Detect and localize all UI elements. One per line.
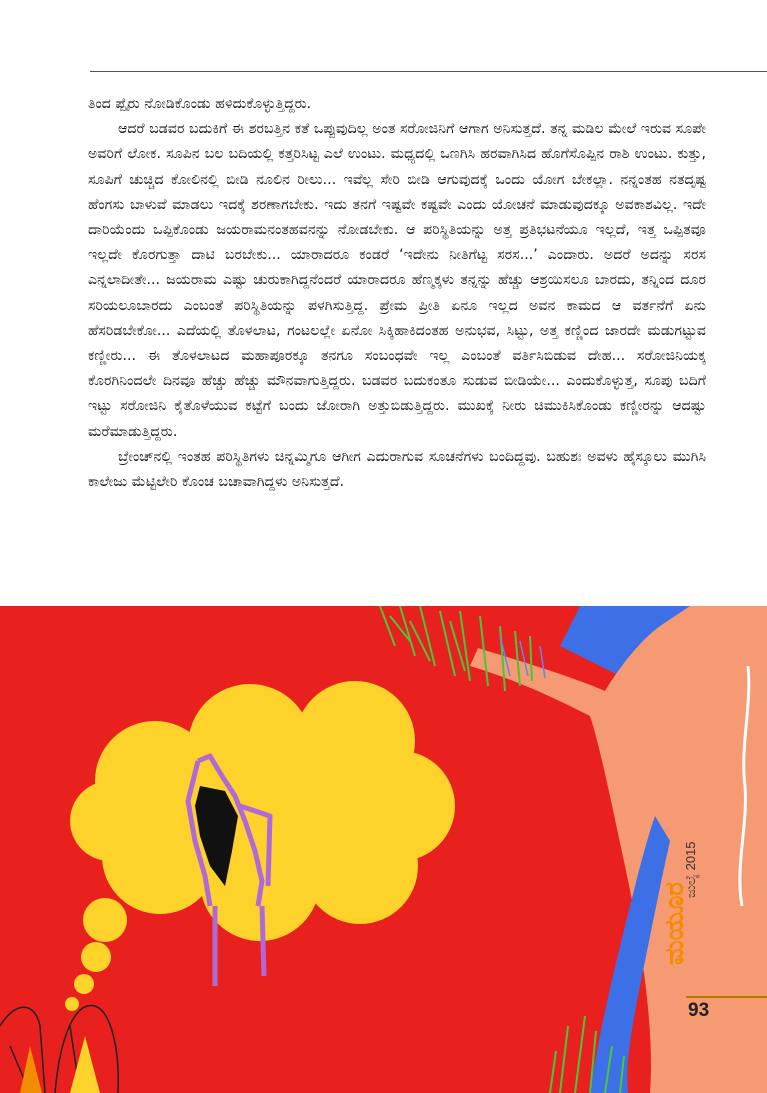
issue-date: ಜುಲೈ 2015	[683, 841, 698, 898]
magazine-name: ಮಯೂರ	[660, 882, 690, 965]
paragraph-1: ತಿಂದ ಪ್ಪೈರು ನೋಡಿಕೊಂಡು ಹಳಿದುಕೊಳ್ಳುತ್ತಿದ್ದರು.	[88, 96, 312, 112]
top-rule	[90, 71, 767, 72]
page-number-rule	[686, 996, 767, 998]
story-illustration	[0, 606, 767, 1093]
article-text	[88, 92, 706, 495]
paragraph-3: ಬ್ರೇಂಚ್‌ನಲ್ಲಿ ಇಂತಹ ಪರಿಸ್ಥಿತಿಗಳು ಚಿನ್ನಮ್ಮಿಗೂ ಆಗೀಗ ಎದುರಾಗುವ ಸೂಚನೆಗಳು ಬಂದಿದ್ದವು. ಬಹುಶಃ ಅವಳು ಹೈಸ್ಕೂಲು ಮುಗಿಸಿ ಕಾಲೇಜು ಮೆಟ್ಟಿಲೇರಿ ಕೊಂಚ ಬಚಾವಾಗಿದ್ದಳು ಅನಿಸುತ್ತದೆ.	[88, 448, 706, 491]
paragraph-2: ಆದರೆ ಬಡವರ ಬದುಕಿಗೆ ಈ ಶರಬತ್ತಿನ ಕತೆ ಒಪ್ಪುವುದಿಲ್ಲ ಅಂತ ಸರೋಜಿನಿಗೆ ಆಗಾಗ ಅನಿಸುತ್ತದೆ. ತನ್ನ ಮಡಿಲ ಮೇಲೆ ಇರುವ ಸೂಪೇ ಅವರಿಗೆ ಲೋಕ. ಸೂಪಿನ ಬಲ ಬದಿಯಲ್ಲಿ ಕತ್ತರಿಸಿಟ್ಟ ಎಲೆ ಉಂಟು. ಮಧ್ಯದಲ್ಲಿ ಒಣಗಿಸಿ ಹರವಾಗಿಸಿದ ಹೊಗೆಸೊಪ್ಪಿನ ರಾಶಿ ಉಂಟು. ಕುತ್ತು, ಸೂಪಿಗೆ ಚುಚ್ಚಿದ ಕೋಲಿನಲ್ಲಿ ಬೀಡಿ ನೂಲಿನ ರೀಲು... ಇವೆಲ್ಲ ಸೇರಿ ಬೀಡಿ ಆಗುವುದಕ್ಕೆ ಒಂದು ಯೋಗ ಬೇಕಲ್ಲಾ. ನನ್ನಂತಹ ನತದೃಷ್ಟ ಹೆಂಗಸು ಬಾಳುವೆ ಮಾಡಲು ಇದಕ್ಕೆ ಶರಣಾಗಬೇಕು. ಇದು ತನಗೆ ಇಷ್ಟವೇ ಕಷ್ಟವೇ ಎಂದು ಯೋಚನೆ ಮಾಡುವುದಕ್ಕೂ ಅವಕಾಶವಿಲ್ಲ. ಇದೇ ದಾರಿಯೆಂದು ಒಪ್ಪಿಕೊಂಡು ಜಯರಾಮನಂತಹವನನ್ನು ನೋಡಬೇಕು. ಆ ಪರಿಸ್ಥಿತಿಯನ್ನು ಅತ್ತ ಪ್ರತಿಭಟನೆಯೂ ಇಲ್ಲದೆ, ಇತ್ತ ಒಪ್ಪಿತವೂ ಇಲ್ಲದೇ ಕೊರಗುತ್ತಾ ದಾಟಿ ಬರಬೇಕು... ಯಾರಾದರೂ ಕಂಡರೆ ‘ಇದೇನು ನೀತಿಗೆಟ್ಟ ಸರಸ...’ ಎಂದಾರು. ಅದರೆ ಅದನ್ನು ಸರಸ ಎನ್ನಲಾದೀತೇ... ಜಯರಾಮ ಎಷ್ಟು ಚುರುಕಾಗಿದ್ದನೆಂದರೆ ಯಾರಾದರೂ ಹೆಣ್ಮಕ್ಕಳು ತನ್ನನ್ನು ಹೆಚ್ಚು ಆಶ್ರಯಿಸಲೂ ಬಾರದು, ತನ್ನಿಂದ ದೂರ ಸರಿಯಲೂಬಾರದು ಎಂಬಂತೆ ಪರಿಸ್ಥಿತಿಯನ್ನು ಪಳಗಿಸುತ್ತಿದ್ದ. ಪ್ರೇಮ ಪ್ರೀತಿ ಏನೂ ಇಲ್ಲದ ಅವನ ಕಾಮದ ಆ ವರ್ತನೆಗೆ ಏನು ಹೆಸರಿಡಬೇಕೋ... ಎದೆಯಲ್ಲಿ ತೊಳಲಾಟ, ಗಂಟಲಲ್ಲೇ ಏನೋ ಸಿಕ್ಕಿಹಾಕಿದಂತಹ ಅನುಭವ, ಸಿಟ್ಟು, ಅತ್ತ ಕಣ್ಣಿಂದ ಜಾರದೇ ಮಡುಗಟ್ಟುವ ಕಣ್ಣೀರು... ಈ ತೊಳಲಾಟದ ಮಹಾಪೂರಕ್ಕೂ ತನಗೂ ಸಂಬಂಧವೇ ಇಲ್ಲ ಎಂಬಂತೆ ವರ್ತಿಸಿಬಿಡುವ ದೇಹ... ಸರೋಜಿನಿಯಕ್ಕ ಕೊರಗಿನಿಂದಲೇ ದಿನವೂ ಹೆಚ್ಚು ಹೆಚ್ಚು ಮೌನವಾಗುತ್ತಿದ್ದರು. ಬಡವರ ಬದುಕಂತೂ ಸುಡುವ ಬೀಡಿಯೇ... ಎಂದುಕೊಳ್ಳುತ್ತ, ಸೂಪು ಬದಿಗೆ ಇಟ್ಟು ಸರೋಜಿನಿ ಕೈತೊಳೆಯುವ ಕಟ್ಟೆಗೆ ಬಂದು ಜೋರಾಗಿ ಅತ್ತುಬಿಡುತ್ತಿದ್ದರು. ಮುಖಕ್ಕೆ ನೀರು ಚಿಮುಕಿಸಿಕೊಂಡು ಕಣ್ಣೀರನ್ನು ಆದಷ್ಟು ಮರೆಮಾಡುತ್ತಿದ್ದರು.	[88, 121, 706, 440]
page-number: 93	[688, 1000, 710, 1021]
